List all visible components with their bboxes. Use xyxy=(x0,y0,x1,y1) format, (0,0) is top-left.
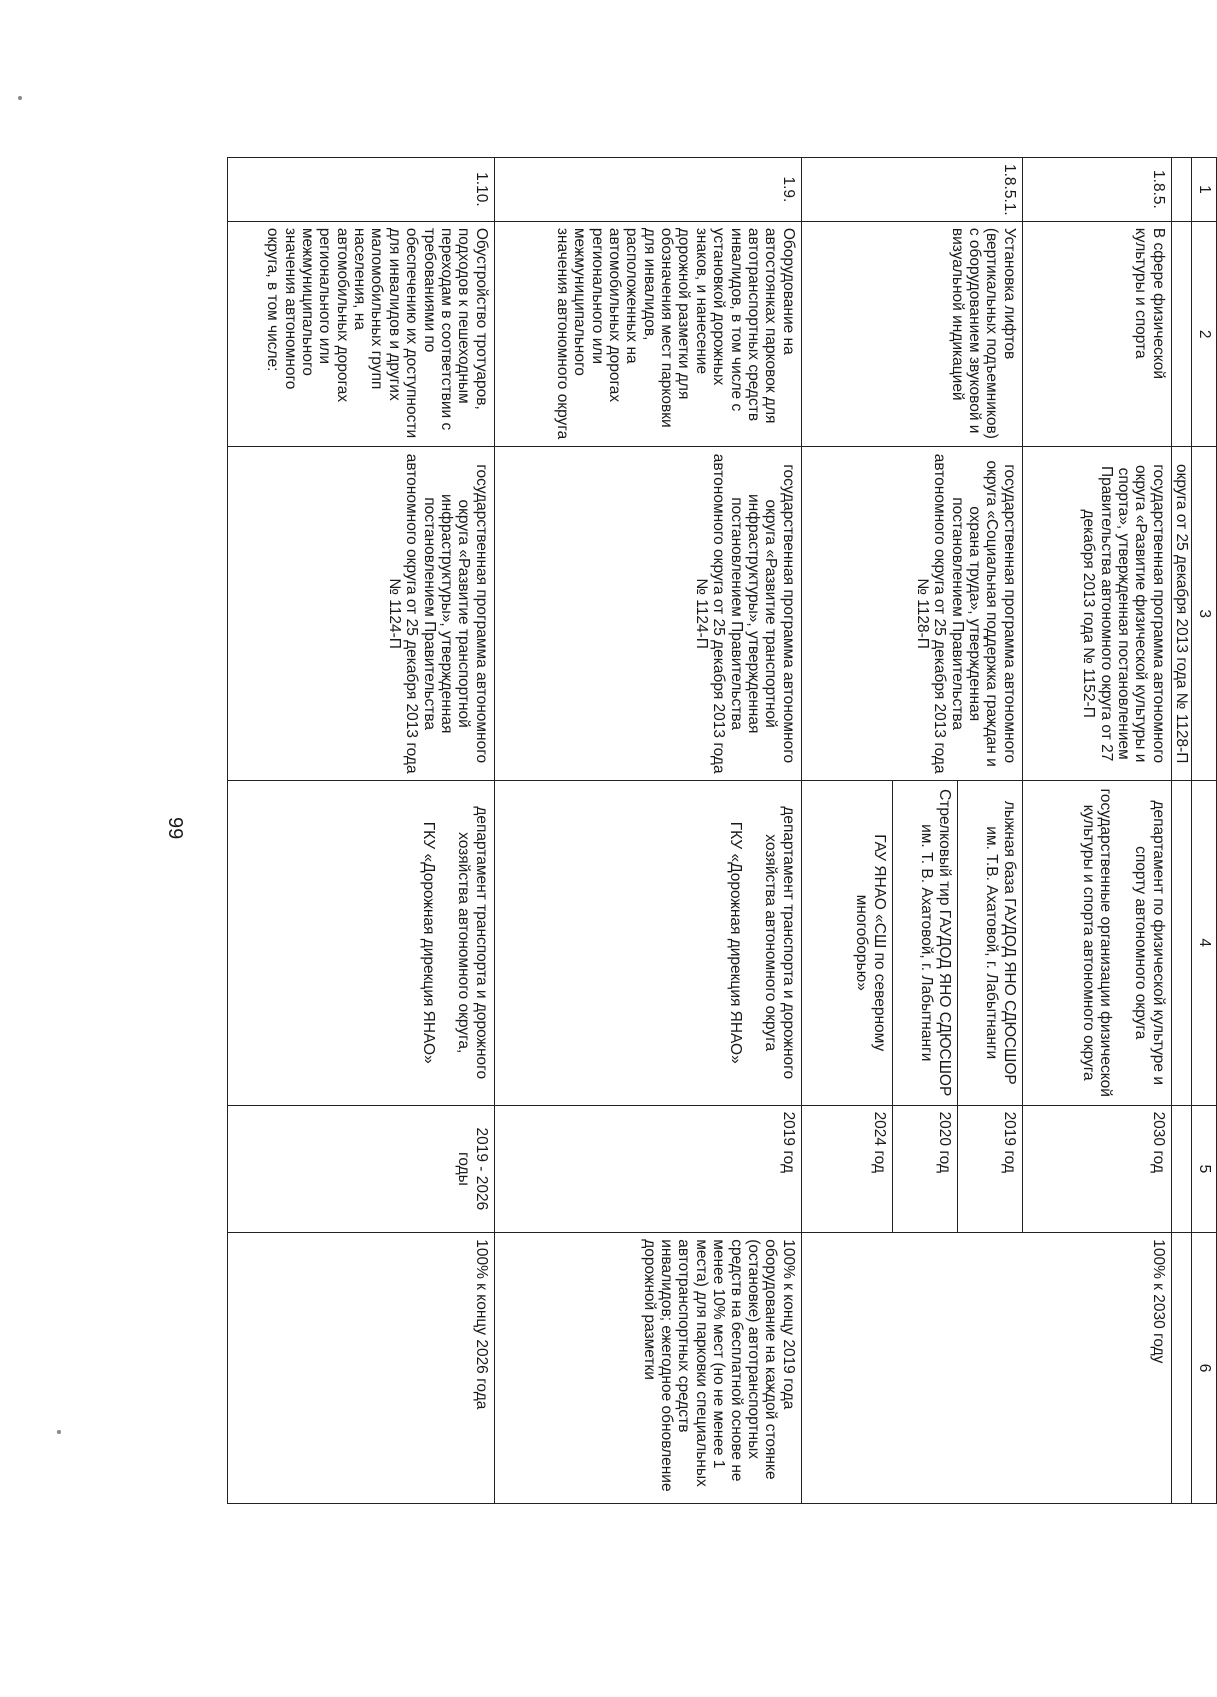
term-cell: 2024 год xyxy=(801,1105,892,1233)
executor-line: ГКУ «Дорожная дирекция ЯНАО» xyxy=(419,821,437,1064)
executor-line: департамент транспорта и дорожного хозяйства автономного округа xyxy=(762,806,797,1080)
result-cell: 100% к концу 2019 года оборудование на каждой стоянке (остановке) автотранспортных средств на бесплатной основе не менее 10% мест (но не менее 1 места) для парковки специальных автотранспортных средств инвалидов; ежегодное обновление дорожной разметки xyxy=(494,1233,801,1504)
executor-cell: ГАУ ЯНАО «СШ по северному многоборью» xyxy=(801,780,892,1105)
column-number: 5 xyxy=(1192,1105,1217,1233)
row-number-cell: 1.10. xyxy=(227,158,494,222)
row-number-cell: 1.8.5. xyxy=(1022,158,1171,222)
measure-cell: Установка лифтов (вертикальных подъемников) с оборудованием звуковой и визуальной индикацией xyxy=(801,221,1022,447)
table-row xyxy=(1022,158,1171,1504)
result-cell: 100% к концу 2026 года xyxy=(227,1233,494,1504)
column-number: 1 xyxy=(1192,158,1217,222)
result-cell: 100% к 2030 году xyxy=(801,1233,1171,1504)
table-row xyxy=(227,158,494,1504)
executor-line: департамент транспорта и дорожного хозяйства автономного округа, xyxy=(455,806,490,1080)
term-cell: 2019 - 2026 годы xyxy=(227,1105,494,1233)
executor-cell xyxy=(227,780,494,1105)
continuation-program-cell: округа от 25 декабря 2013 года № 1128-П xyxy=(1171,447,1191,780)
row-number-cell: 1.8.5.1. xyxy=(801,158,1022,222)
continuation-row xyxy=(1171,158,1191,1504)
page-number: 99 xyxy=(164,817,186,840)
column-number: 2 xyxy=(1192,221,1217,447)
term-cell: 2030 год xyxy=(1022,1105,1171,1233)
column-number: 3 xyxy=(1192,447,1217,780)
executor-line: государственные организации физической культуры и спорта автономного округа xyxy=(1079,788,1114,1097)
program-cell: государственная программа автономного округа «Социальная поддержка граждан и охрана труда», утвержденная постановлением Правительства автономного округа от 25 декабря 2013 года № 1128-П xyxy=(801,447,1022,780)
table-row xyxy=(494,158,801,1504)
row-number-cell: 1.9. xyxy=(494,158,801,222)
column-numbers-row xyxy=(1192,158,1217,1504)
program-cell: государственная программа автономного округа «Развитие физической культуры и спорта», утвержденная постановлением Правительства автономного округа от 27 декабря 2013 года № 1152-П xyxy=(1022,447,1171,780)
executor-cell xyxy=(1022,780,1171,1105)
scan-speck xyxy=(18,96,22,100)
measure-cell: Обустройство тротуаров, подходов к пешеходным переходам в соответствии с требованиями по обеспечению их доступности для инвалидов и других маломобильных групп населения, на автомобильных дорогах регионального или межмуниципального значения автономного округа, в том числе: xyxy=(227,221,494,447)
column-number: 4 xyxy=(1192,780,1217,1105)
program-cell: государственная программа автономного округа «Развитие транспортной инфраструктуры», утвержденная постановлением Правительства автономного округа от 25 декабря 2013 года № 1124-П xyxy=(227,447,494,780)
executor-line: ГКУ «Дорожная дирекция ЯНАО» xyxy=(726,821,744,1064)
executor-cell: лыжная база ГАУДОД ЯНО СДЮСШОР им. Т.В. Ахатовой, г. Лабытнанги xyxy=(957,780,1022,1105)
column-number: 6 xyxy=(1192,1233,1217,1504)
measure-cell: Оборудование на автостоянках парковок для автотранспортных средств инвалидов, в том числе с установкой дорожных знаков, и нанесение дорожной разметки для обозначения мест парковки для инвалидов, расположенных на автомобильных дорогах регионального или межмуниципального значения автономного округа xyxy=(494,221,801,447)
measure-cell: В сфере физической культуры и спорта xyxy=(1022,221,1171,447)
term-cell: 2019 год xyxy=(494,1105,801,1233)
executor-line: департамент по физической культуре и спорту автономного округа xyxy=(1132,800,1167,1086)
program-cell: государственная программа автономного округа «Развитие транспортной инфраструктуры», утвержденная постановлением Правительства автономного округа от 25 декабря 2013 года № 1124-П xyxy=(494,447,801,780)
term-cell: 2020 год xyxy=(892,1105,957,1233)
rotated-page-content xyxy=(149,157,1217,1504)
scan-speck xyxy=(57,1430,61,1434)
measures-table xyxy=(227,157,1217,1504)
executor-cell: Стрелковый тир ГАУДОД ЯНО СДЮСШОР им. Т. В. Ахатовой, г. Лабытнанги xyxy=(892,780,957,1105)
executor-cell xyxy=(494,780,801,1105)
term-cell: 2019 год xyxy=(957,1105,1022,1233)
